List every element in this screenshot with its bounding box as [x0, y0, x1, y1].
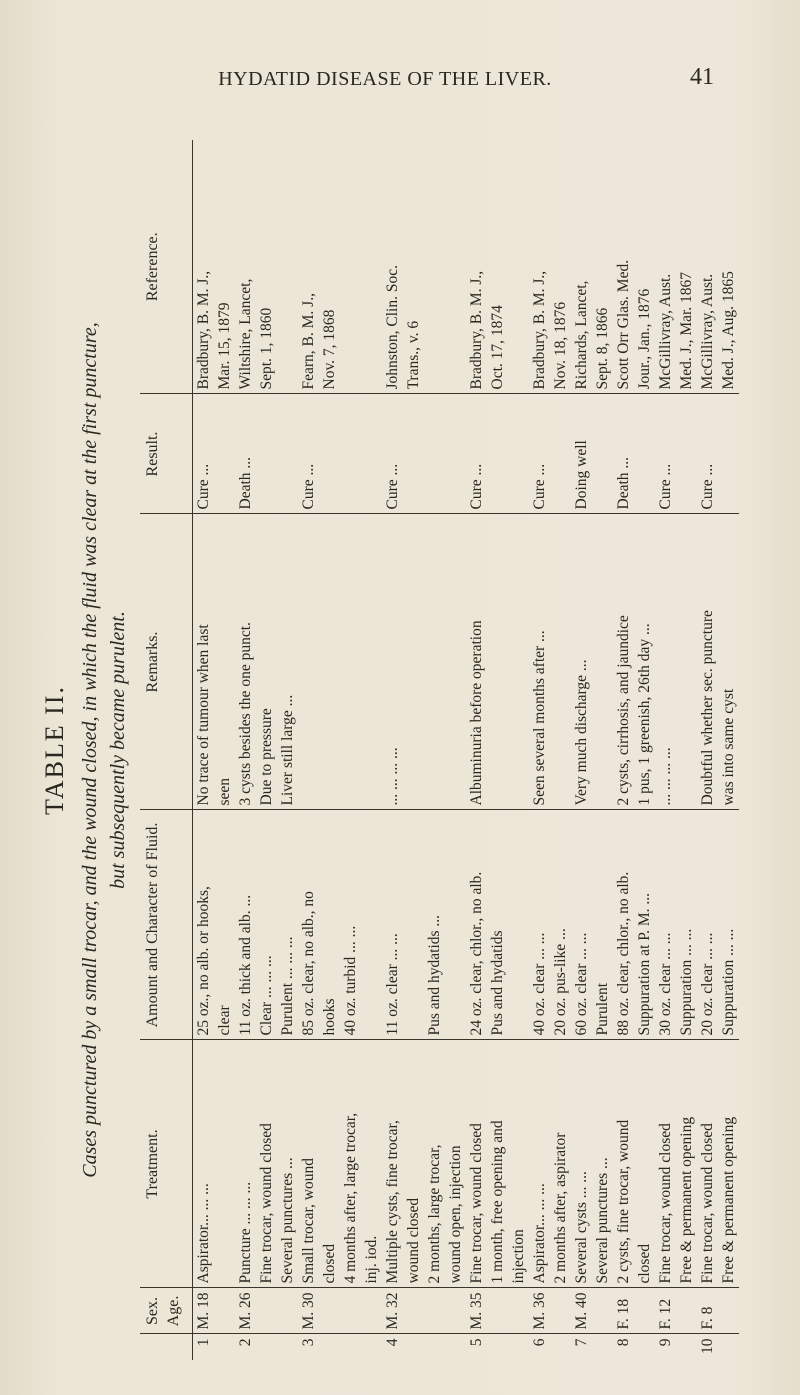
cell-amount [193, 810, 236, 1040]
cell-treatment-line: Fine trocar, wound closed [258, 1123, 275, 1284]
cell-treatment [529, 1040, 571, 1288]
cell-no [529, 1334, 571, 1360]
cell-no [193, 1334, 236, 1360]
cell-reference-line: Trans., v. 6 [405, 320, 422, 390]
cell-reference-line: Med. J., Mar. 1867 [678, 271, 695, 390]
cell-reference-line: Sept. 8, 1866 [594, 307, 611, 390]
cell-amount-line: 40 oz. turbid ... ... [342, 925, 359, 1036]
cell-remarks-line: Liver still large ... [279, 694, 296, 806]
cell-reference [193, 140, 236, 394]
cell-remarks-line: seen [216, 777, 233, 806]
cell-no [298, 1334, 340, 1360]
cell-result [466, 394, 529, 514]
cell-sex-age-line: F. 18 [615, 1298, 632, 1330]
cell-remarks [655, 514, 697, 810]
cell-amount-line: Clear ... ... ... [258, 955, 275, 1036]
cell-sex-age [424, 1288, 466, 1334]
cell-amount-line: 24 oz. clear, chlor., no alb. [468, 871, 485, 1036]
cell-result-line: Death ... [615, 456, 632, 510]
cell-amount [235, 810, 298, 1040]
cell-treatment-line: Aspirator... ... ... [531, 1183, 548, 1284]
caption-line-1: Cases punctured by a small trocar, and the wound closed, in which the fluid was clear at the first puncture, [79, 322, 101, 1178]
cell-treatment-line: 2 cysts, fine trocar, wound [615, 1119, 632, 1284]
cases-table [140, 140, 739, 1360]
cell-treatment [340, 1040, 382, 1288]
cell-remarks-line: ... ... ... ... [384, 747, 401, 806]
cell-sex-age [571, 1288, 613, 1334]
cell-no [613, 1334, 655, 1360]
cell-reference-line: Bradbury, B. M. J., [468, 270, 485, 390]
cell-treatment [235, 1040, 298, 1288]
table-row [424, 140, 466, 1360]
table-body [193, 140, 740, 1360]
cell-result [424, 394, 466, 514]
cell-reference [340, 140, 382, 394]
cell-treatment-line: 2 months, large trocar, [426, 1144, 443, 1284]
cell-amount [655, 810, 697, 1040]
cell-remarks [697, 514, 739, 810]
cell-reference-line: Nov. 18, 1876 [552, 301, 569, 390]
cell-reference [382, 140, 424, 394]
cell-no [424, 1334, 466, 1360]
cell-sex-age [340, 1288, 382, 1334]
cell-remarks [529, 514, 571, 810]
cell-result-line: Cure ... [468, 463, 485, 510]
cell-treatment-line: Fine trocar, wound closed [699, 1123, 716, 1284]
cell-treatment-line: 2 months after, aspirator [552, 1132, 569, 1284]
cell-remarks-line: 3 cysts besides the one punct. [237, 622, 254, 806]
header-no [140, 1334, 193, 1360]
cell-result [697, 394, 739, 514]
table-caption [76, 130, 132, 1370]
cell-no-line: 5 [468, 1338, 485, 1347]
header-row [140, 140, 193, 1360]
cell-reference-line: Bradbury, B. M. J., [195, 270, 212, 390]
cell-treatment-line: wound open, injection [447, 1145, 464, 1284]
cell-treatment-line: inj. iod. [363, 1235, 380, 1284]
rotated-table-block [40, 130, 737, 1370]
cell-sex-age [655, 1288, 697, 1334]
cell-treatment [613, 1040, 655, 1288]
cell-amount-line: 40 oz. clear ... ... [531, 932, 548, 1036]
cell-reference [235, 140, 298, 394]
header-remarks: Remarks. [140, 514, 193, 810]
cell-remarks-line: 1 pus, 1 greenish, 26th day ... [636, 623, 653, 806]
cell-amount [424, 810, 466, 1040]
table-row [298, 140, 340, 1360]
table-row [613, 140, 655, 1360]
header-reference: Reference. [140, 140, 193, 394]
cell-treatment-line: injection [510, 1229, 527, 1284]
cell-treatment-line: Aspirator... ... ... [195, 1183, 212, 1284]
cell-remarks [298, 514, 340, 810]
cell-no [340, 1334, 382, 1360]
cell-amount-line: 20 oz. pus-like ... [552, 928, 569, 1036]
cell-treatment [298, 1040, 340, 1288]
cell-result-line: Cure ... [531, 463, 548, 510]
cell-remarks [613, 514, 655, 810]
cell-treatment-line: Several punctures ... [594, 1157, 611, 1284]
cell-amount-line: 11 oz. clear ... ... [384, 933, 401, 1036]
cell-reference-line: Johnston, Clin. Soc. [384, 265, 401, 390]
cell-sex-age [382, 1288, 424, 1334]
cell-treatment-line: Free & permanent opening [678, 1116, 695, 1284]
cell-treatment [193, 1040, 236, 1288]
cell-no [466, 1334, 529, 1360]
cell-amount-line: 85 oz. clear, no alb., no [300, 891, 317, 1036]
cell-no-line: 4 [384, 1338, 401, 1347]
cell-reference-line: Nov. 7, 1868 [321, 309, 338, 390]
cell-sex-age [235, 1288, 298, 1334]
cell-sex-age-line: M. 18 [195, 1292, 212, 1330]
cell-treatment-line: Multiple cysts, fine trocar, [384, 1120, 401, 1284]
cell-reference-line: Bradbury, B. M. J., [531, 270, 548, 390]
cell-treatment-line: 4 months after, large trocar, [342, 1112, 359, 1284]
cell-no [697, 1334, 739, 1360]
cell-treatment-line: wound closed [405, 1197, 422, 1284]
cell-reference-line: McGillivray, Aust. [657, 273, 674, 390]
cell-treatment [571, 1040, 613, 1288]
table-row [655, 140, 697, 1360]
cell-remarks [424, 514, 466, 810]
cell-reference-line: Sept. 1, 1860 [258, 307, 275, 390]
cell-amount-line: Suppuration ... ... [678, 928, 695, 1036]
cell-amount [466, 810, 529, 1040]
cell-result-line: Cure ... [384, 463, 401, 510]
cell-sex-age-line: M. 30 [300, 1292, 317, 1330]
cell-result [340, 394, 382, 514]
cell-reference [529, 140, 571, 394]
cell-sex-age-line: M. 40 [573, 1292, 590, 1330]
cell-remarks [235, 514, 298, 810]
cell-result [655, 394, 697, 514]
cell-sex-age-line: F. 12 [657, 1298, 674, 1330]
cell-result-line: Cure ... [657, 463, 674, 510]
cell-result-line: Doing well [573, 440, 590, 510]
cell-no [571, 1334, 613, 1360]
cell-reference [466, 140, 529, 394]
cell-result [193, 394, 236, 514]
cell-result-line: Cure ... [300, 463, 317, 510]
cell-amount-line: 11 oz. thick and alb. ... [237, 894, 254, 1036]
cell-amount-line: clear [216, 1005, 233, 1036]
table-row [466, 140, 529, 1360]
cell-no-line: 10 [699, 1338, 716, 1354]
cell-treatment-line: Several punctures ... [279, 1157, 296, 1284]
table-row [697, 140, 739, 1360]
table-row [193, 140, 236, 1360]
cell-treatment-line: Free & permanent opening [720, 1116, 737, 1284]
cell-remarks-line: Seen several months after ... [531, 630, 548, 806]
cell-reference-line: Jour., Jan., 1876 [636, 288, 653, 390]
cell-no [235, 1334, 298, 1360]
cell-result [613, 394, 655, 514]
cell-result [298, 394, 340, 514]
cell-reference [697, 140, 739, 394]
cell-amount [571, 810, 613, 1040]
cell-remarks [571, 514, 613, 810]
header-sex-age: Sex. Age. [140, 1288, 193, 1334]
cell-reference-line: Oct. 17, 1874 [489, 305, 506, 390]
cell-sex-age-line: F. 8 [699, 1306, 716, 1330]
cell-reference-line: Wiltshire, Lancet, [237, 278, 254, 390]
cell-amount-line: Suppuration at P. M. ... [636, 892, 653, 1036]
cell-amount-line: Suppuration ... ... [720, 928, 737, 1036]
cell-treatment-line: Several cysts ... ... [573, 1171, 590, 1284]
cell-amount-line: 30 oz. clear ... ... [657, 932, 674, 1036]
cell-reference-line: Mar. 15, 1879 [216, 302, 233, 390]
table-row [382, 140, 424, 1360]
page-number: 41 [690, 64, 714, 90]
cell-sex-age [529, 1288, 571, 1334]
cell-result [382, 394, 424, 514]
cell-reference-line: McGillivray, Aust. [699, 273, 716, 390]
cell-reference [298, 140, 340, 394]
cell-remarks-line: 2 cysts, cirrhosis, and jaundice [615, 615, 632, 806]
cell-remarks-line: ... ... ... ... [657, 747, 674, 806]
cell-reference [571, 140, 613, 394]
cell-amount-line: Purulent ... ... ... [279, 936, 296, 1036]
cell-amount-line: Pus and hydatids [489, 930, 506, 1036]
cell-treatment [697, 1040, 739, 1288]
cell-amount [382, 810, 424, 1040]
cell-remarks [466, 514, 529, 810]
cell-remarks-line: No trace of tumour when last [195, 624, 212, 806]
cell-sex-age-line: M. 35 [468, 1292, 485, 1330]
cell-reference [613, 140, 655, 394]
header-amount: Amount and Character of Fluid. [140, 810, 193, 1040]
cell-amount-line: Purulent [594, 982, 611, 1036]
cell-no-line: 6 [531, 1338, 548, 1347]
cell-result [571, 394, 613, 514]
caption-line-2: but subsequently became purulent. [107, 611, 129, 889]
cell-amount-line: Pus and hydatids ... [426, 914, 443, 1036]
cell-reference-line: Richards, Lancet, [573, 280, 590, 390]
cell-treatment [655, 1040, 697, 1288]
cell-sex-age-line: M. 32 [384, 1292, 401, 1330]
cell-remarks [340, 514, 382, 810]
cell-result [529, 394, 571, 514]
table-title: TABLE II. [40, 685, 69, 815]
cell-reference [655, 140, 697, 394]
cell-amount [697, 810, 739, 1040]
cell-sex-age [298, 1288, 340, 1334]
cell-remarks-line: Doubtful whether sec. puncture [699, 610, 716, 806]
cell-amount-line: hooks [321, 998, 338, 1036]
cell-reference-line: Scott Orr Glas. Med. [615, 259, 632, 390]
cell-treatment-line: closed [321, 1243, 338, 1284]
cell-treatment-line: Fine trocar, wound closed [468, 1123, 485, 1284]
cell-result-line: Death ... [237, 456, 254, 510]
cell-reference-line: Med. J., Aug. 1865 [720, 271, 737, 390]
cell-no-line: 2 [237, 1338, 254, 1347]
cell-amount [340, 810, 382, 1040]
cell-sex-age [613, 1288, 655, 1334]
table-row [340, 140, 382, 1360]
header-result: Result. [140, 394, 193, 514]
cell-treatment-line: Small trocar, wound [300, 1157, 317, 1284]
cell-remarks-line: Albuminuria before operation [468, 620, 485, 806]
cell-sex-age [697, 1288, 739, 1334]
cell-amount [613, 810, 655, 1040]
cell-treatment [466, 1040, 529, 1288]
cell-sex-age-line: M. 26 [237, 1292, 254, 1330]
cell-sex-age-line: M. 36 [531, 1292, 548, 1330]
cell-no [382, 1334, 424, 1360]
cell-amount-line: 60 oz. clear ... ... [573, 932, 590, 1036]
table-row [529, 140, 571, 1360]
cell-reference [424, 140, 466, 394]
table-row [235, 140, 298, 1360]
cell-no-line: 9 [657, 1338, 674, 1347]
running-head: HYDATID DISEASE OF THE LIVER. [218, 68, 552, 90]
cell-result-line: Cure ... [699, 463, 716, 510]
cell-no-line: 7 [573, 1338, 590, 1347]
cell-treatment-line: closed [636, 1243, 653, 1284]
table-row [571, 140, 613, 1360]
cell-amount [298, 810, 340, 1040]
cell-sex-age [466, 1288, 529, 1334]
cell-treatment [424, 1040, 466, 1288]
cell-no-line: 1 [195, 1338, 212, 1347]
cell-no-line: 8 [615, 1338, 632, 1347]
cell-remarks-line: was into same cyst [720, 688, 737, 806]
cell-sex-age [193, 1288, 236, 1334]
cell-amount-line: 88 oz. clear, chlor., no alb. [615, 871, 632, 1036]
cell-reference-line: Fearn, B. M. J., [300, 293, 317, 390]
cell-result-line: Cure ... [195, 463, 212, 510]
cell-no [655, 1334, 697, 1360]
cell-amount [529, 810, 571, 1040]
cell-remarks [193, 514, 236, 810]
cell-treatment [382, 1040, 424, 1288]
cell-treatment-line: Fine trocar, wound closed [657, 1123, 674, 1284]
cell-treatment-line: 1 month, free opening and [489, 1120, 506, 1284]
cell-no-line: 3 [300, 1338, 317, 1347]
header-treatment: Treatment. [140, 1040, 193, 1288]
cell-remarks [382, 514, 424, 810]
cell-amount-line: 25 oz., no alb. or hooks, [195, 886, 212, 1036]
cell-treatment-line: Puncture ... ... ... [237, 1181, 254, 1284]
cell-remarks-line: Due to pressure [258, 708, 275, 806]
cell-amount-line: 20 oz. clear ... ... [699, 932, 716, 1036]
cell-remarks-line: Very much discharge ... [573, 659, 590, 806]
cell-result [235, 394, 298, 514]
